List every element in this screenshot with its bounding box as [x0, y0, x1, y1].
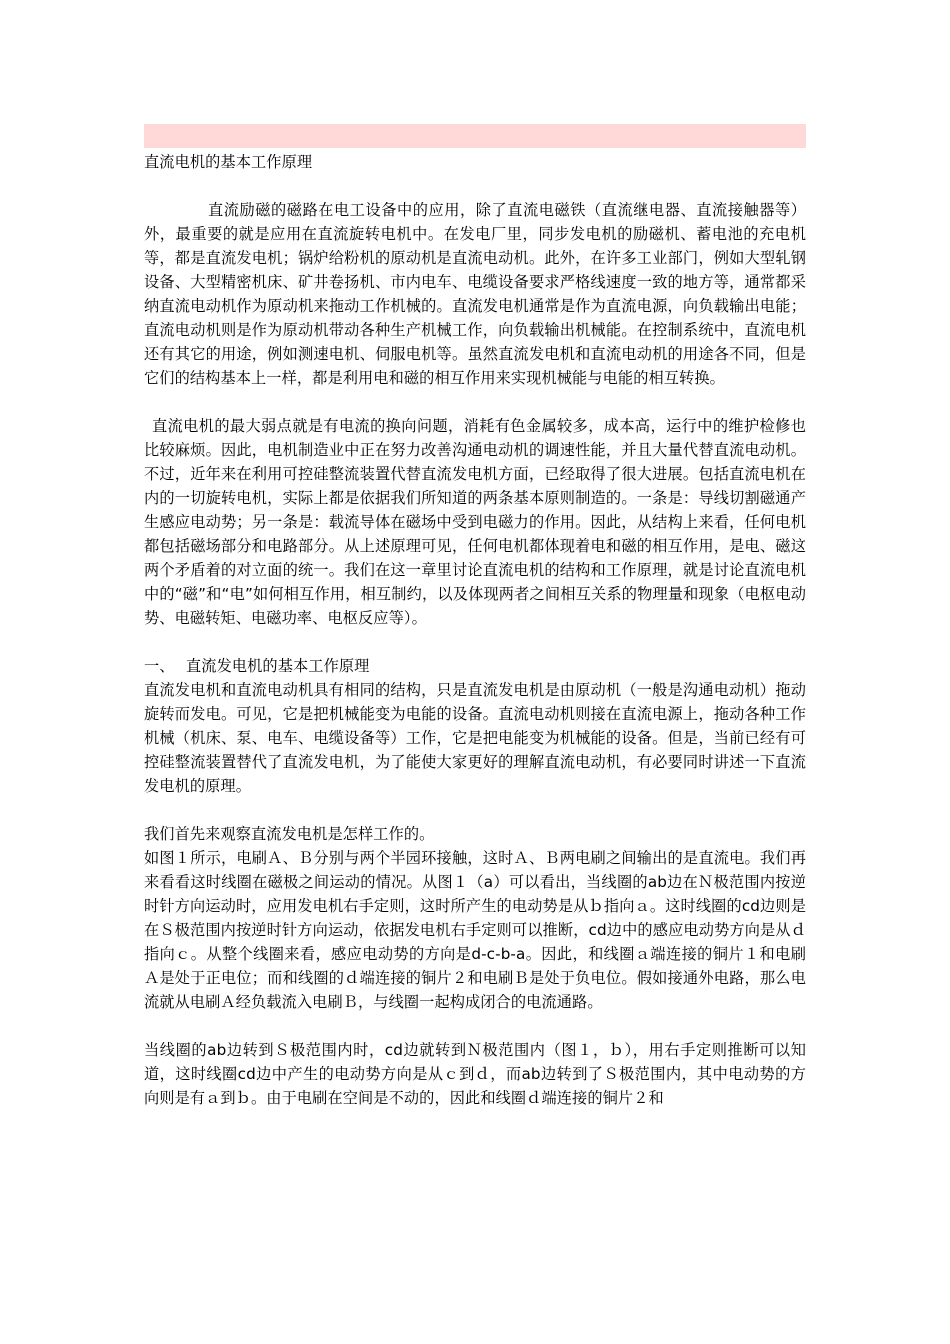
paragraph-intro: 直流励磁的磁路在电工设备中的应用，除了直流电磁铁（直流继电器、直流接触器等）外，最重要的就是应用在直流旋转电机中。在发电厂里，同步发电机的励磁机、蓄电池的充电机等，都是直流发电机；锅炉给粉机的原动机是直流电动机。此外，在许多工业部门，例如大型轧钢设备、大型精密机床、矿井卷扬机、市内电车、电缆设备要求严格线速度一致的地方等，通常都采纳直流电动机作为原动机来拖动工作机械的。直流发电机通常是作为直流电源，向负载输出电能；直流电动机则是作为原动机带动各种生产机械工作，向负载输出机械能。在控制系统中，直流电机还有其它的用途，例如测速电机、伺服电机等。虽然直流发电机和直流电动机的用途各不同，但是它们的结构基本上一样，都是利用电和磁的相互作用来实现机械能与电能的相互转换。	[144, 201, 806, 387]
paragraph-rotation: 当线圈的ab边转到Ｓ极范围内时，cd边就转到Ｎ极范围内（图１，ｂ），用右手定则推断可以知道，这时线圈cd边中产生的电动势方向是从ｃ到ｄ，而ab边转到了Ｓ极范围内，其中电动势的方向则是有ａ到ｂ。由于电刷在空间是不动的，因此和线圈ｄ端连接的铜片２和	[144, 1041, 806, 1107]
paragraph-figure-explanation: 如图１所示，电刷Ａ、Ｂ分别与两个半园环接触，这时Ａ、Ｂ两电刷之间输出的是直流电。我们再来看看这时线圈在磁极之间运动的情况。从图１（a）可以看出，当线圈的ab边在Ｎ极范围内按逆时针方向运动时，应用发电机右手定则，这时所产生的电动势是从ｂ指向ａ。这时线圈的cd边则是在Ｓ极范围内按逆时针方向运动，依据发电机右手定则可以推断，cd边中的感应电动势方向是从ｄ指向ｃ。从整个线圈来看，感应电动势的方向是d-c-b-a。因此，和线圈ａ端连接的铜片１和电刷Ａ是处于正电位；而和线圈的ｄ端连接的铜片２和电刷Ｂ是处于负电位。假如接通外电路，那么电流就从电刷Ａ经负载流入电刷Ｂ，与线圈一起构成闭合的电流通路。	[144, 849, 806, 1011]
spacer	[144, 630, 806, 654]
paragraph-observe: 我们首先来观察直流发电机是怎样工作的。	[144, 825, 435, 843]
section-heading-text: 直流发电机的基本工作原理	[186, 657, 370, 675]
spacer	[144, 174, 806, 198]
document-title: 直流电机的基本工作原理	[144, 153, 313, 171]
document-body	[144, 150, 806, 1110]
highlight-banner	[144, 124, 806, 148]
paragraph-weakness: 直流电机的最大弱点就是有电流的换向问题，消耗有色金属较多，成本高，运行中的维护检修也比较麻烦。因此，电机制造业中正在努力改善沟通电动机的调速性能，并且大量代替直流电动机。不过，近年来在利用可控硅整流装置代替直流发电机方面，已经取得了很大进展。包括直流电机在内的一切旋转电机，实际上都是依据我们所知道的两条基本原则制造的。一条是：导线切割磁通产生感应电动势；另一条是：载流导体在磁场中受到电磁力的作用。因此，从结构上来看，任何电机都包括磁场部分和电路部分。从上述原理可见，任何电机都体现着电和磁的相互作用，是电、磁这两个矛盾着的对立面的统一。我们在这一章里讨论直流电机的结构和工作原理，就是讨论直流电机中的“磁”和“电”如何相互作用，相互制约，以及体现两者之间相互关系的物理量和现象（电枢电动势、电磁转矩、电磁功率、电枢反应等）。	[144, 417, 806, 627]
spacer	[144, 798, 806, 822]
paragraph-generator-structure: 直流发电机和直流电动机具有相同的结构，只是直流发电机是由原动机（一般是沟通电动机）拖动旋转而发电。可见，它是把机械能变为电能的设备。直流电动机则接在直流电源上，拖动各种工作机械（机床、泵、电车、电缆设备等）工作，它是把电能变为机械能的设备。但是，当前已经有可控硅整流装置替代了直流发电机，为了能使大家更好的理解直流电动机，有必要同时讲述一下直流发电机的原理。	[144, 681, 806, 795]
spacer	[144, 1014, 806, 1038]
spacer	[144, 390, 806, 414]
section-heading	[144, 654, 806, 678]
section-number: 一、	[144, 657, 175, 675]
